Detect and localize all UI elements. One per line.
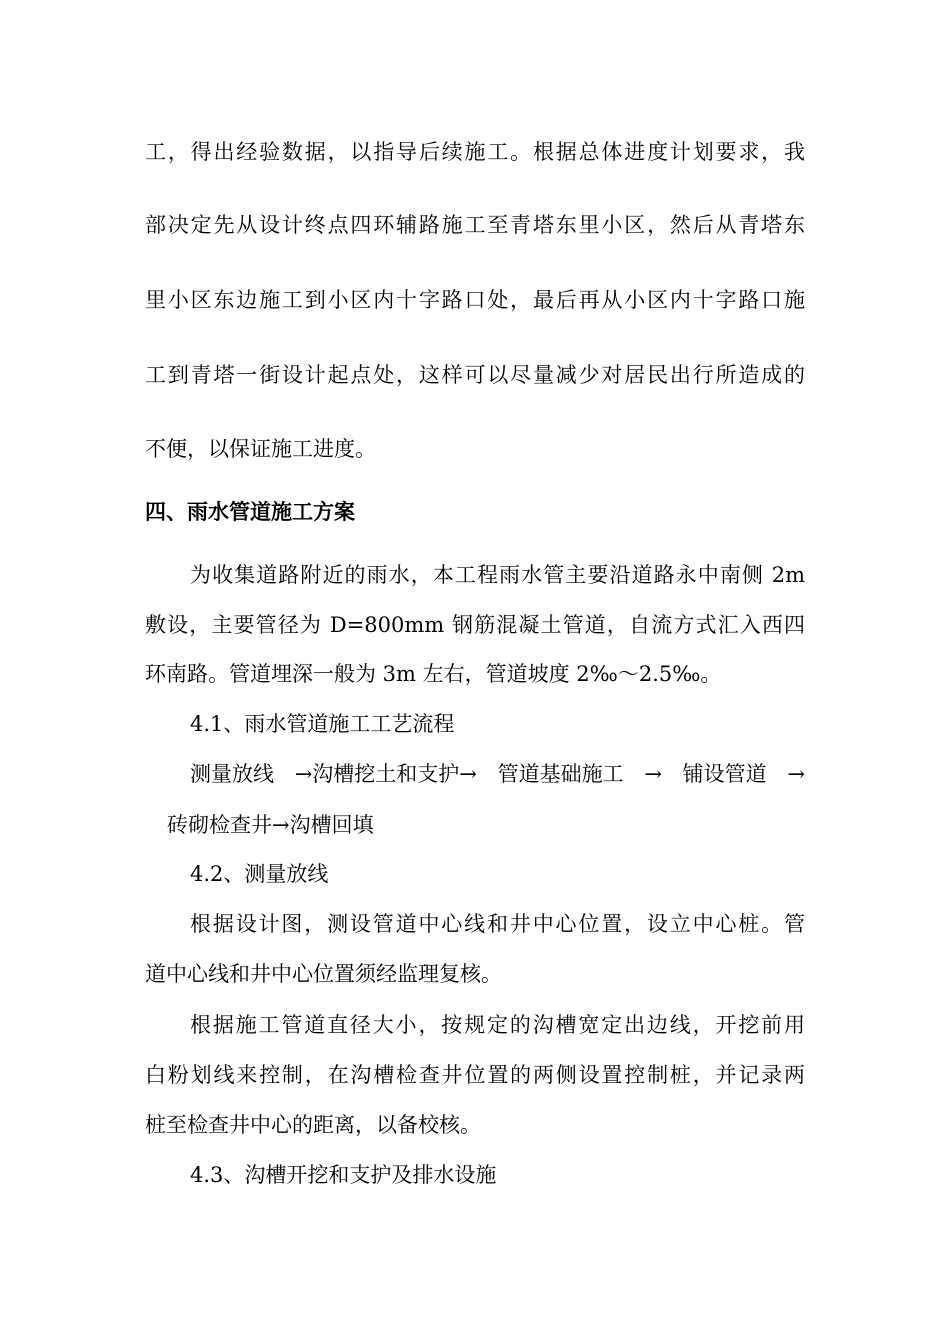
flow-step: 管道基础施工 <box>497 762 624 786</box>
subsection-heading: 4.3、沟槽开挖和支护及排水设施 <box>190 1163 497 1187</box>
body-text-line: 环南路。管道埋深一般为 3m 左右，管道坡度 2‰～2.5‰。 <box>145 662 722 686</box>
body-text-line: 道中心线和井中心位置须经监理复核。 <box>145 962 502 986</box>
body-text-line: 为收集道路附近的雨水，本工程雨水管主要沿道路永中南侧 2m <box>190 563 805 587</box>
process-flow-row: 砖砌检查井→沟槽回填 <box>167 813 374 837</box>
body-text-line: 敷设，主要管径为 D=800mm 钢筋混凝土管道，自流方式汇入西四 <box>145 613 805 637</box>
body-text-line: 根据设计图，测设管道中心线和井中心位置，设立中心桩。管 <box>190 912 805 936</box>
body-text-line: 根据施工管道直径大小，按规定的沟槽宽定出边线，开挖前用 <box>190 1013 805 1037</box>
body-text-line: 里小区东边施工到小区内十字路口处，最后再从小区内十字路口施 <box>145 288 805 312</box>
flow-arrow: → <box>787 762 805 786</box>
subsection-heading: 4.1、雨水管道施工工艺流程 <box>190 712 455 736</box>
flow-step: 测量放线 <box>190 762 274 786</box>
body-text-line: 桩至检查井中心的距离，以备校核。 <box>145 1113 481 1137</box>
process-flow-row <box>190 759 805 789</box>
body-text-line: 工到青塔一街设计起点处，这样可以尽量减少对居民出行所造成的 <box>145 363 805 387</box>
body-text-line: 部决定先从设计终点四环辅路施工至青塔东里小区，然后从青塔东 <box>145 213 805 237</box>
flow-step: →沟槽挖土和支护→ <box>294 762 477 786</box>
subsection-heading: 4.2、测量放线 <box>190 862 329 886</box>
section-heading: 四、雨水管道施工方案 <box>145 499 355 524</box>
body-text-line: 不便，以保证施工进度。 <box>145 437 376 461</box>
flow-step: 铺设管道 <box>682 762 767 786</box>
flow-arrow: → <box>644 762 662 786</box>
body-text-line: 白粉划线来控制，在沟槽检查井位置的两侧设置控制桩，并记录两 <box>145 1063 805 1087</box>
body-text-line: 工，得出经验数据，以指导后续施工。根据总体进度计划要求，我 <box>145 140 805 164</box>
